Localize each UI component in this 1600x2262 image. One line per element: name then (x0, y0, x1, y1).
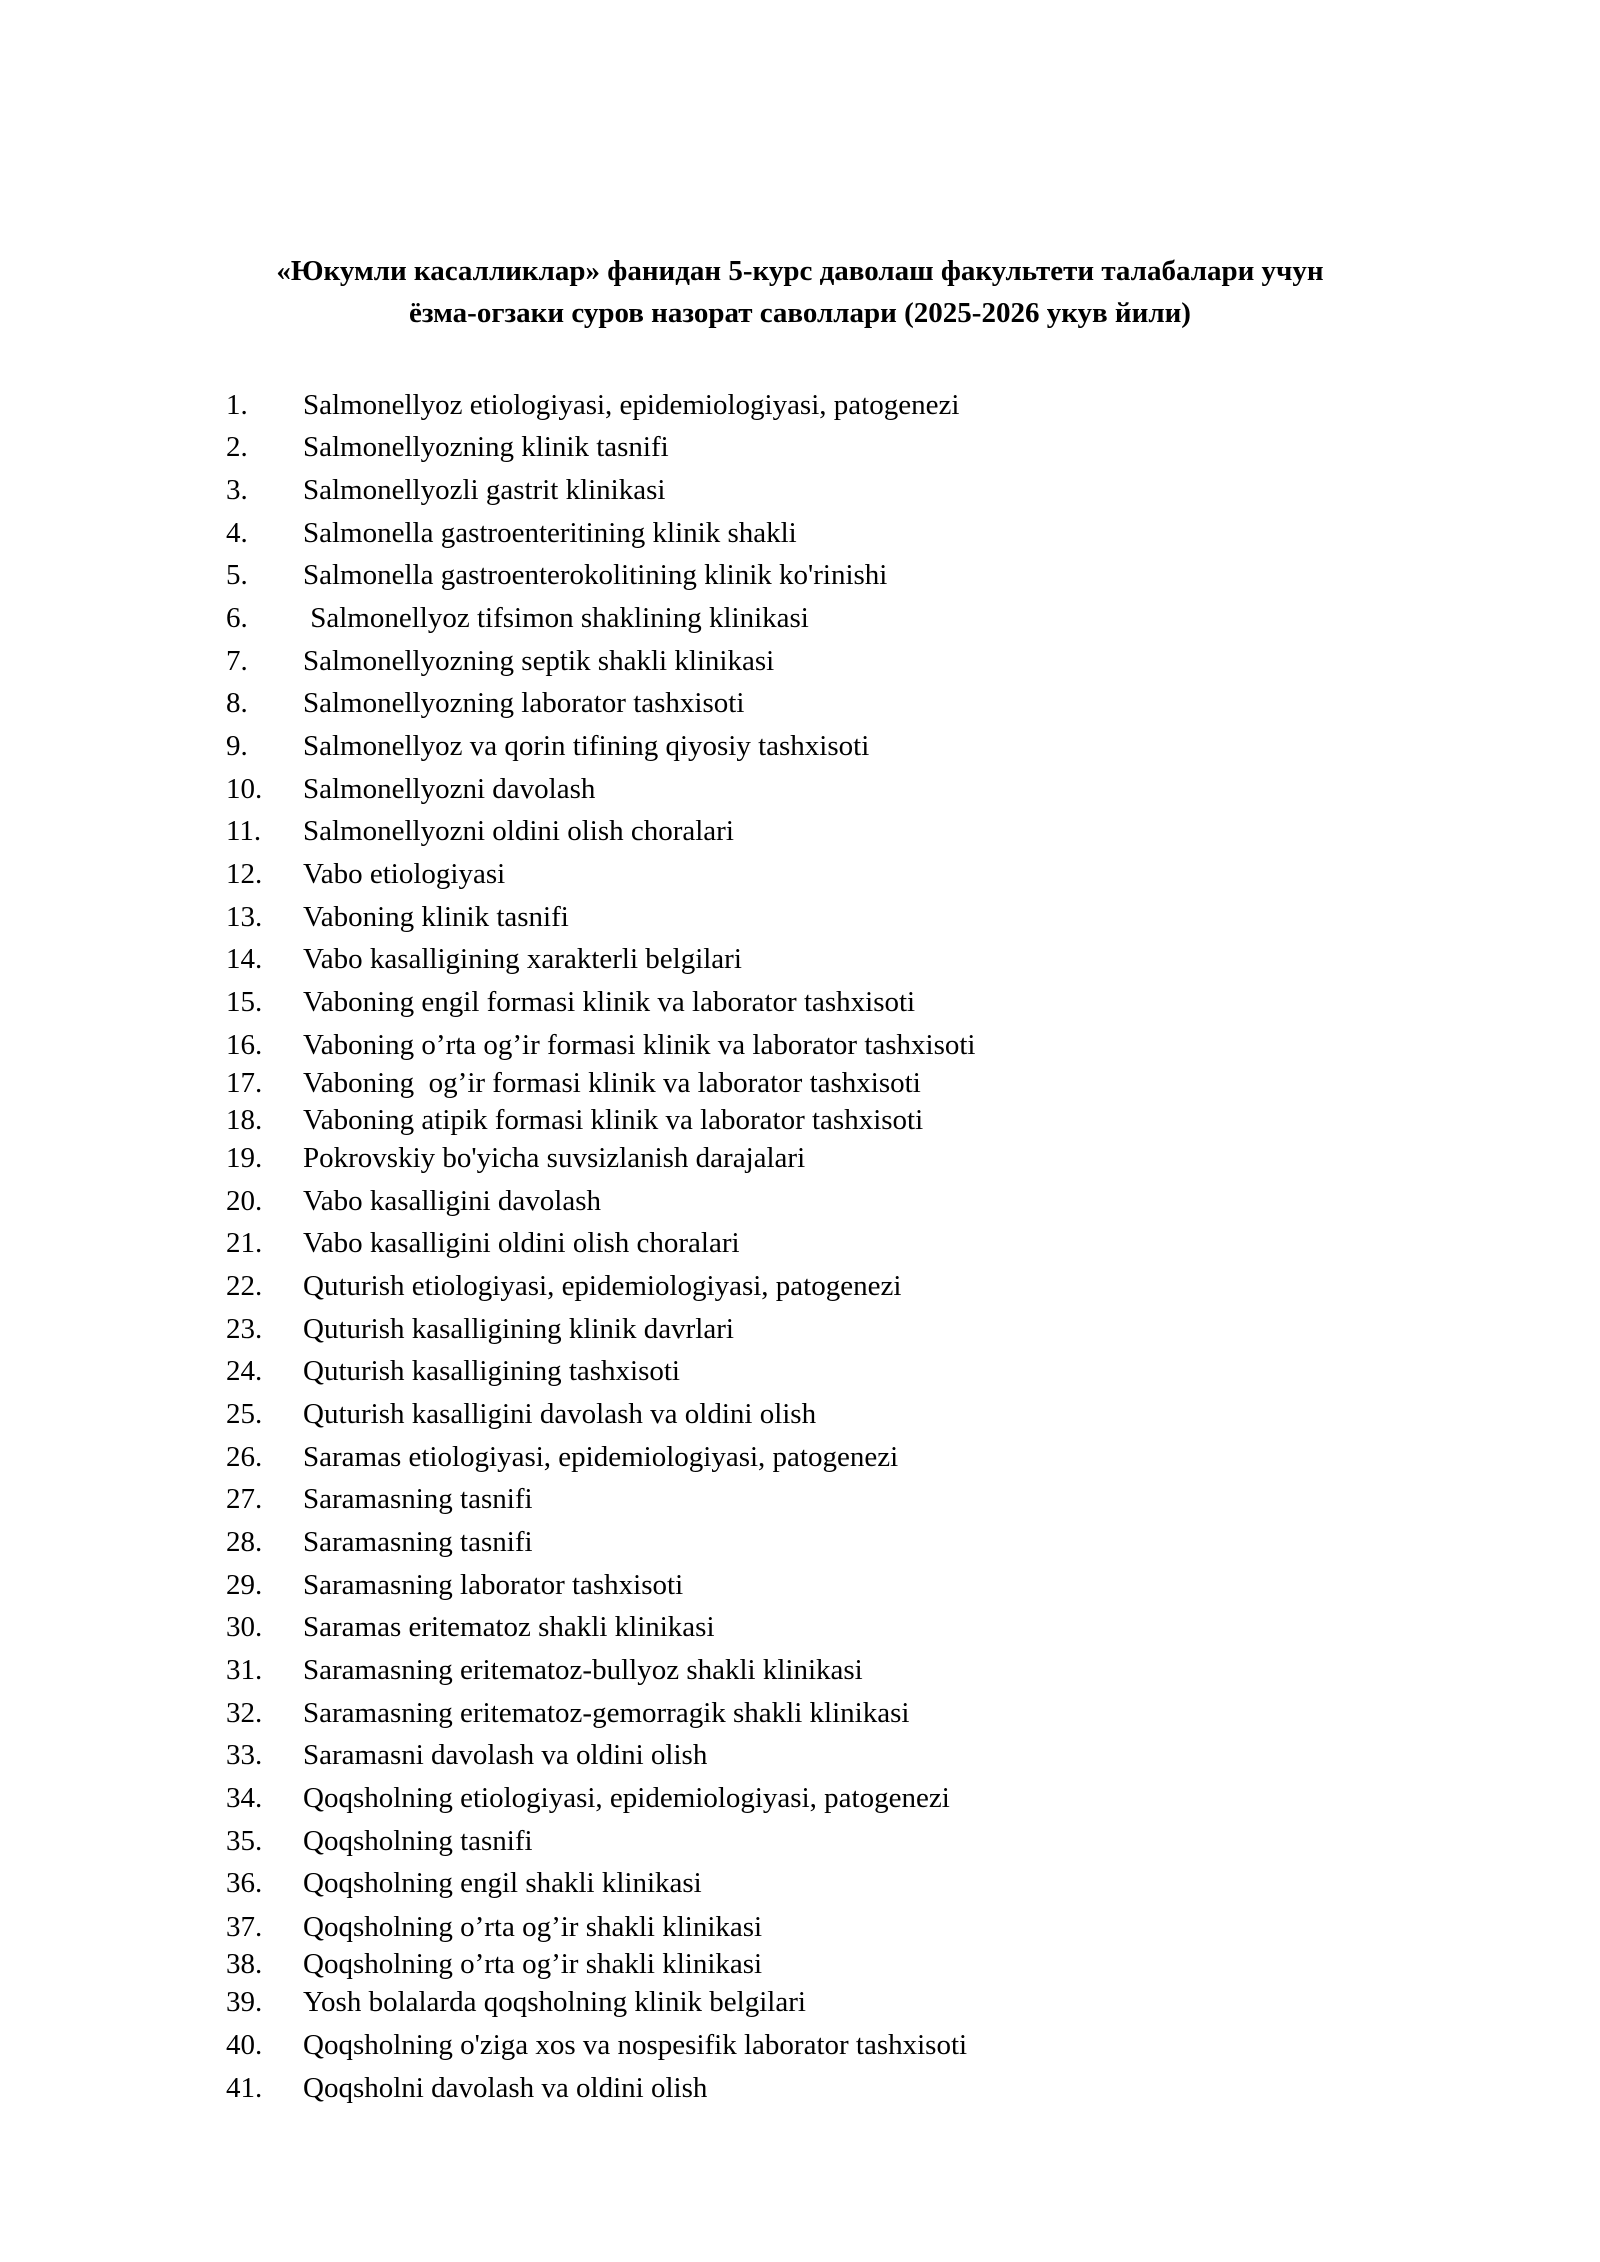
list-item (0, 384, 1600, 426)
list-item-text: Salmonella gastroenteritining klinik shakli (303, 517, 797, 549)
list-item-number: 32. (226, 1697, 263, 1729)
list-item (0, 1606, 1600, 1648)
list-item-number: 5. (226, 559, 248, 591)
list-item-number: 35. (226, 1825, 263, 1857)
list-item-text: Salmonellyoz tifsimon shaklining klinikasi (303, 602, 809, 634)
list-item-text: Saramasning eritematoz-bullyoz shakli klinikasi (303, 1654, 863, 1686)
list-item (0, 1393, 1600, 1435)
list-item (0, 981, 1600, 1023)
list-item-text: Vaboning engil formasi klinik va laborator tashxisoti (303, 986, 916, 1018)
list-item-text: Qoqsholning o’rta og’ir shakli klinikasi (303, 1911, 763, 1943)
list-item-text: Salmonellyozni davolash (303, 773, 596, 805)
list-item-number: 14. (226, 943, 263, 975)
list-item (0, 426, 1600, 468)
list-item (0, 640, 1600, 682)
list-item (0, 1981, 1600, 2023)
list-item (0, 1350, 1600, 1392)
list-item-number: 22. (226, 1270, 263, 1302)
list-item-number: 13. (226, 901, 263, 933)
list-item-number: 20. (226, 1185, 263, 1217)
list-item (0, 1222, 1600, 1264)
list-item (0, 1180, 1600, 1222)
list-item (0, 1734, 1600, 1776)
list-item-text: Vaboning atipik formasi klinik va laborator tashxisoti (303, 1104, 924, 1136)
list-item-text: Quturish kasalligining tashxisoti (303, 1355, 680, 1387)
list-item-number: 7. (226, 645, 248, 677)
list-item-text: Vaboning o’rta og’ir formasi klinik va laborator tashxisoti (303, 1029, 976, 1061)
list-item (0, 1436, 1600, 1478)
list-item-number: 18. (226, 1104, 263, 1136)
list-item-text: Saramasni davolash va oldini olish (303, 1739, 708, 1771)
list-item-number: 1. (226, 389, 248, 421)
list-item-text: Quturish kasalligining klinik davrlari (303, 1313, 734, 1345)
list-item (0, 469, 1600, 511)
list-item-number: 38. (226, 1948, 263, 1980)
list-item-number: 34. (226, 1782, 263, 1814)
list-item-number: 6. (226, 602, 248, 634)
list-item-text: Saramas eritematoz shakli klinikasi (303, 1611, 715, 1643)
list-item-number: 12. (226, 858, 263, 890)
list-item (0, 512, 1600, 554)
list-item-number: 29. (226, 1569, 263, 1601)
list-item-text: Salmonellyozni oldini olish choralari (303, 815, 734, 847)
list-item-text: Salmonellyozning klinik tasnifi (303, 431, 669, 463)
list-item-text: Vabo kasalligini oldini olish choralari (303, 1227, 740, 1259)
list-item-text: Pokrovskiy bo'yicha suvsizlanish darajalari (303, 1142, 806, 1174)
list-item-text: Vabo kasalligining xarakterli belgilari (303, 943, 742, 975)
list-item-number: 41. (226, 2072, 263, 2104)
list-item-number: 25. (226, 1398, 263, 1430)
list-item-text: Salmonellyoz va qorin tifining qiyosiy tashxisoti (303, 730, 870, 762)
list-item (0, 725, 1600, 767)
list-item-text: Saramas etiologiyasi, epidemiologiyasi, patogenezi (303, 1441, 899, 1473)
list-item (0, 1564, 1600, 1606)
list-item-number: 11. (226, 815, 262, 847)
list-item-text: Salmonellyoz etiologiyasi, epidemiologiyasi, patogenezi (303, 389, 960, 421)
list-item (0, 1521, 1600, 1563)
list-item (0, 1024, 1600, 1066)
list-item-text: Saramasning tasnifi (303, 1526, 533, 1558)
list-item-number: 21. (226, 1227, 263, 1259)
list-item-number: 39. (226, 1986, 263, 2018)
list-item-text: Quturish etiologiyasi, epidemiologiyasi, patogenezi (303, 1270, 902, 1302)
list-item-number: 4. (226, 517, 248, 549)
list-item-number: 30. (226, 1611, 263, 1643)
list-item-text: Qoqsholni davolash va oldini olish (303, 2072, 708, 2104)
list-item-text: Qoqsholning o'ziga xos va nospesifik laborator tashxisoti (303, 2029, 968, 2061)
list-item (0, 1820, 1600, 1862)
list-item-text: Salmonellyozning laborator tashxisoti (303, 687, 745, 719)
list-item-number: 24. (226, 1355, 263, 1387)
list-item (0, 1692, 1600, 1734)
list-item (0, 2067, 1600, 2109)
list-item (0, 810, 1600, 852)
list-item-number: 15. (226, 986, 263, 1018)
list-item-number: 23. (226, 1313, 263, 1345)
list-item (0, 768, 1600, 810)
list-item-text: Qoqsholning engil shakli klinikasi (303, 1867, 702, 1899)
list-item-text: Qoqsholning etiologiyasi, epidemiologiyasi, patogenezi (303, 1782, 950, 1814)
list-item-number: 17. (226, 1067, 263, 1099)
list-item (0, 1777, 1600, 1819)
list-item (0, 554, 1600, 596)
list-item (0, 1308, 1600, 1350)
list-item (0, 597, 1600, 639)
list-item-number: 31. (226, 1654, 263, 1686)
list-item-number: 16. (226, 1029, 263, 1061)
list-item-text: Qoqsholning tasnifi (303, 1825, 533, 1857)
list-item-text: Vabo etiologiyasi (303, 858, 506, 890)
list-item-number: 40. (226, 2029, 263, 2061)
list-item (0, 896, 1600, 938)
title-line-2: ёзма-огзаки суров назорат саволлари (2025-2026 укув йили) (409, 297, 1191, 329)
list-item-text: Salmonellyozli gastrit klinikasi (303, 474, 666, 506)
list-item-number: 28. (226, 1526, 263, 1558)
list-item-number: 36. (226, 1867, 263, 1899)
list-item-text: Quturish kasalligini davolash va oldini olish (303, 1398, 817, 1430)
list-item-text: Yosh bolalarda qoqsholning klinik belgilari (303, 1986, 806, 2018)
list-item (0, 1099, 1600, 1141)
list-item-number: 3. (226, 474, 248, 506)
list-item (0, 1265, 1600, 1307)
list-item-text: Saramasning eritematoz-gemorragik shakli klinikasi (303, 1697, 910, 1729)
list-item-number: 33. (226, 1739, 263, 1771)
list-item (0, 2024, 1600, 2066)
list-item-number: 8. (226, 687, 248, 719)
list-item-text: Qoqsholning o’rta og’ir shakli klinikasi (303, 1948, 763, 1980)
list-item (0, 1862, 1600, 1904)
list-item-number: 37. (226, 1911, 263, 1943)
list-item (0, 853, 1600, 895)
list-item (0, 1137, 1600, 1179)
list-item-text: Vaboning klinik tasnifi (303, 901, 569, 933)
list-item-text: Vaboning og’ir formasi klinik va laborator tashxisoti (303, 1067, 921, 1099)
list-item (0, 1478, 1600, 1520)
list-item (0, 682, 1600, 724)
list-item (0, 1062, 1600, 1104)
list-item (0, 1943, 1600, 1985)
list-item-number: 27. (226, 1483, 263, 1515)
list-item-text: Saramasning laborator tashxisoti (303, 1569, 684, 1601)
list-item-text: Vabo kasalligini davolash (303, 1185, 602, 1217)
list-item-number: 19. (226, 1142, 263, 1174)
list-item (0, 938, 1600, 980)
list-item-number: 2. (226, 431, 248, 463)
list-item (0, 1649, 1600, 1691)
list-item-number: 10. (226, 773, 263, 805)
list-item-text: Saramasning tasnifi (303, 1483, 533, 1515)
list-item-text: Salmonellyozning septik shakli klinikasi (303, 645, 775, 677)
list-item (0, 1906, 1600, 1948)
list-item-number: 9. (226, 730, 248, 762)
list-item-number: 26. (226, 1441, 263, 1473)
title-line-1: «Юкумли касалликлар» фанидан 5-курс даволаш факультети талабалари учун (276, 255, 1324, 287)
list-item-text: Salmonella gastroenterokolitining klinik ko'rinishi (303, 559, 888, 591)
